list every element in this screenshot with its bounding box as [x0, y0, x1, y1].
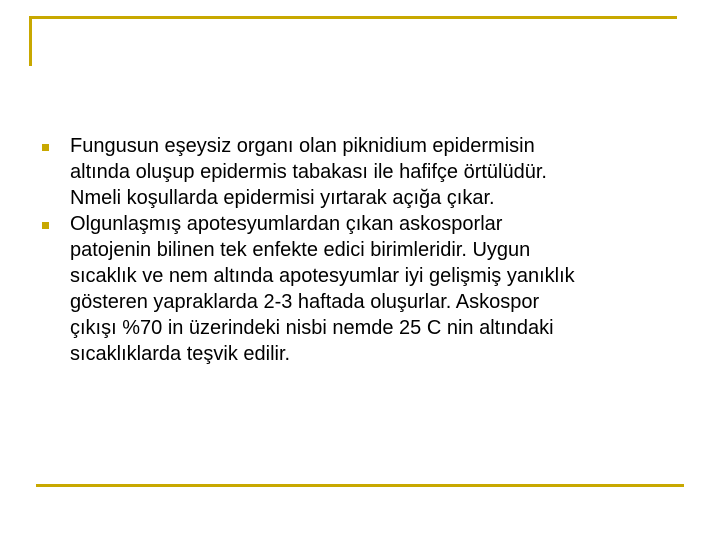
bullet-line: sıcaklık ve nem altında apotesyumlar iyi gelişmiş yanıklık	[70, 265, 575, 287]
square-bullet-icon	[42, 222, 49, 229]
bullet-line: gösteren yapraklarda 2-3 haftada oluşurlar. Askospor	[70, 291, 540, 313]
bullet-line: çıkışı %70 in üzerindeki nisbi nemde 25 C nin altındaki	[70, 317, 554, 339]
bullet-item	[40, 211, 680, 367]
bullet-line: Olgunlaşmış apotesyumlardan çıkan askosporlar	[70, 213, 503, 235]
bullet-line: Nmeli koşullarda epidermisi yırtarak açığa çıkar.	[70, 187, 495, 209]
bullet-item	[40, 133, 680, 211]
bullet-line: sıcaklıklarda teşvik edilir.	[70, 343, 291, 365]
bullet-line: Fungusun eşeysiz organı olan piknidium epidermisin	[70, 135, 535, 157]
frame-top-rule	[29, 16, 677, 19]
bullet-line: patojenin bilinen tek enfekte edici birimleridir. Uygun	[70, 239, 531, 261]
frame-bottom-rule	[36, 484, 684, 487]
square-bullet-icon	[42, 144, 49, 151]
frame-left-rule	[29, 16, 32, 66]
bullet-list	[40, 133, 680, 367]
bullet-line: altında oluşup epidermis tabakası ile hafifçe örtülüdür.	[70, 161, 547, 183]
